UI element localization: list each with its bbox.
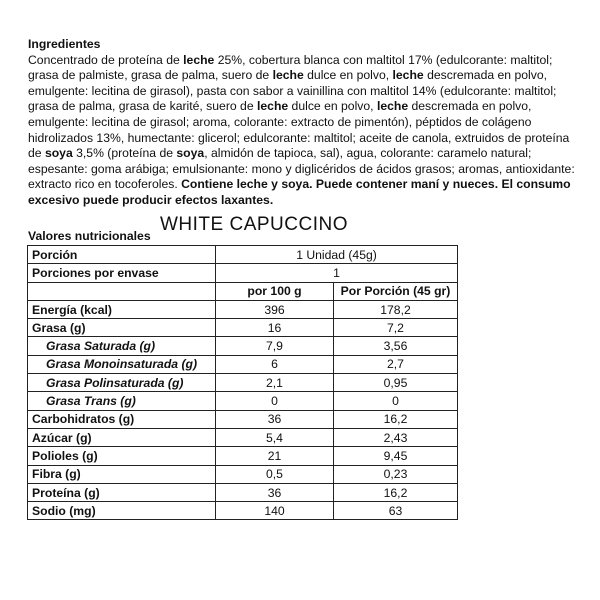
nutrient-label: Fibra (g): [28, 465, 216, 483]
column-header-row: [28, 282, 458, 300]
nutrient-per-portion-value: 16,2: [334, 410, 458, 428]
nutrient-per-portion-value: 7,2: [334, 319, 458, 337]
nutrient-per-portion-value: 0,95: [334, 374, 458, 392]
ingredient-text: descremada en polvo, emulgente: lecitina de girasol; aroma, colorante: extracto de pimentón), péptidos de colágeno hidrolizados 13%, humectante: glicerol; edulcorante: maltitol; aceite de canola, extruidos de proteína de: [28, 99, 570, 161]
ingredient-text: descremada en polvo, emulgente: lecitina de girasol), pasta con sabor a vainillina con maltitol 14% (edulcorante: maltitol; grasa de palma, grasa de karité, suero de: [28, 68, 557, 114]
nutrition-row: [28, 410, 458, 428]
nutrition-row: [28, 337, 458, 355]
ingredient-bold-text: leche: [257, 99, 289, 114]
nutrient-label: Grasa (g): [28, 319, 216, 337]
nutrient-per-portion-value: 2,43: [334, 428, 458, 446]
nutrient-per100-value: 5,4: [216, 428, 334, 446]
nutrient-per-portion-value: 16,2: [334, 483, 458, 501]
nutrient-label: Grasa Saturada (g): [28, 337, 216, 355]
nutrition-row: [28, 428, 458, 446]
nutrition-row: [28, 300, 458, 318]
nutrition-title: Valores nutricionales: [28, 229, 151, 243]
ingredients-text: [28, 53, 576, 209]
nutrition-row: [28, 483, 458, 501]
column-header-empty: [28, 282, 216, 300]
nutrient-label: Sodio (mg): [28, 502, 216, 520]
nutrient-label: Energía (kcal): [28, 300, 216, 318]
nutrient-per-portion-value: 9,45: [334, 447, 458, 465]
servings-per-container-value: 1: [216, 264, 458, 282]
ingredient-bold-text: leche: [183, 52, 215, 67]
servings-per-container-label: Porciones por envase: [28, 264, 216, 282]
ingredient-text: 3,5% (proteína de: [72, 146, 177, 161]
serving-size-label: Porción: [28, 246, 216, 264]
servings-per-container-row: [28, 264, 458, 282]
nutrient-per100-value: 6: [216, 355, 334, 373]
nutrition-row: [28, 319, 458, 337]
nutrient-per-portion-value: 178,2: [334, 300, 458, 318]
nutrient-per100-value: 2,1: [216, 374, 334, 392]
ingredient-text: 25%, cobertura blanca con maltitol 17% (edulcorante: maltitol; grasa de palmiste, grasa de palma, suero de: [28, 52, 553, 83]
ingredients-title: Ingredientes: [28, 37, 101, 51]
nutrient-per100-value: 36: [216, 410, 334, 428]
nutrient-per100-value: 36: [216, 483, 334, 501]
ingredient-text: dulce en polvo,: [288, 99, 377, 114]
ingredient-bold-text: leche: [392, 68, 424, 83]
ingredient-text: Concentrado de proteína de: [28, 52, 184, 67]
ingredient-text: dulce en polvo,: [303, 68, 393, 83]
nutrient-per100-value: 140: [216, 502, 334, 520]
nutrient-label: Proteína (g): [28, 483, 216, 501]
nutrient-per-portion-value: 3,56: [334, 337, 458, 355]
nutrition-row: [28, 355, 458, 373]
ingredient-bold-text: leche: [272, 68, 304, 83]
nutrition-table: [27, 245, 458, 520]
nutrient-per100-value: 16: [216, 319, 334, 337]
nutrient-per100-value: 21: [216, 447, 334, 465]
serving-size-row: [28, 246, 458, 264]
ingredient-bold-text: leche: [376, 99, 409, 114]
nutrient-label: Grasa Monoinsaturada (g): [28, 355, 216, 373]
nutrient-label: Carbohidratos (g): [28, 410, 216, 428]
nutrient-label: Grasa Polinsaturada (g): [28, 374, 216, 392]
ingredient-bold-text: Contiene leche y soya. Puede contener maní y nueces. El consumo excesivo puede producir efectos laxantes.: [28, 177, 571, 207]
nutrition-row: [28, 465, 458, 483]
nutrient-per-portion-value: 0,23: [334, 465, 458, 483]
nutrient-per-portion-value: 63: [334, 502, 458, 520]
nutrient-per-portion-value: 0: [334, 392, 458, 410]
nutrient-per100-value: 7,9: [216, 337, 334, 355]
column-header-per100: por 100 g: [216, 282, 334, 300]
nutrient-per-portion-value: 2,7: [334, 355, 458, 373]
serving-size-value: 1 Unidad (45g): [216, 246, 458, 264]
nutrient-label: Polioles (g): [28, 447, 216, 465]
nutrient-label: Azúcar (g): [28, 428, 216, 446]
nutrition-row: [28, 392, 458, 410]
nutrient-per100-value: 0,5: [216, 465, 334, 483]
nutrient-per100-value: 396: [216, 300, 334, 318]
ingredients-block: [28, 37, 576, 209]
nutrient-per100-value: 0: [216, 392, 334, 410]
ingredient-bold-text: soya: [44, 146, 73, 161]
column-header-per-portion: Por Porción (45 gr): [334, 282, 458, 300]
nutrition-row: [28, 447, 458, 465]
nutrition-row: [28, 502, 458, 520]
ingredient-text: , almidón de tapioca, sal), agua, colorante: caramelo natural; espesante: goma arábiga; emulsionante: mono y diglicéridos de ácidos grasos; aromas, antioxidante: extracto rico en tocoferoles.: [28, 146, 575, 192]
product-name: WHITE CAPUCCINO: [160, 214, 348, 235]
ingredient-bold-text: soya: [176, 146, 205, 161]
nutrient-label: Grasa Trans (g): [28, 392, 216, 410]
nutrition-row: [28, 374, 458, 392]
